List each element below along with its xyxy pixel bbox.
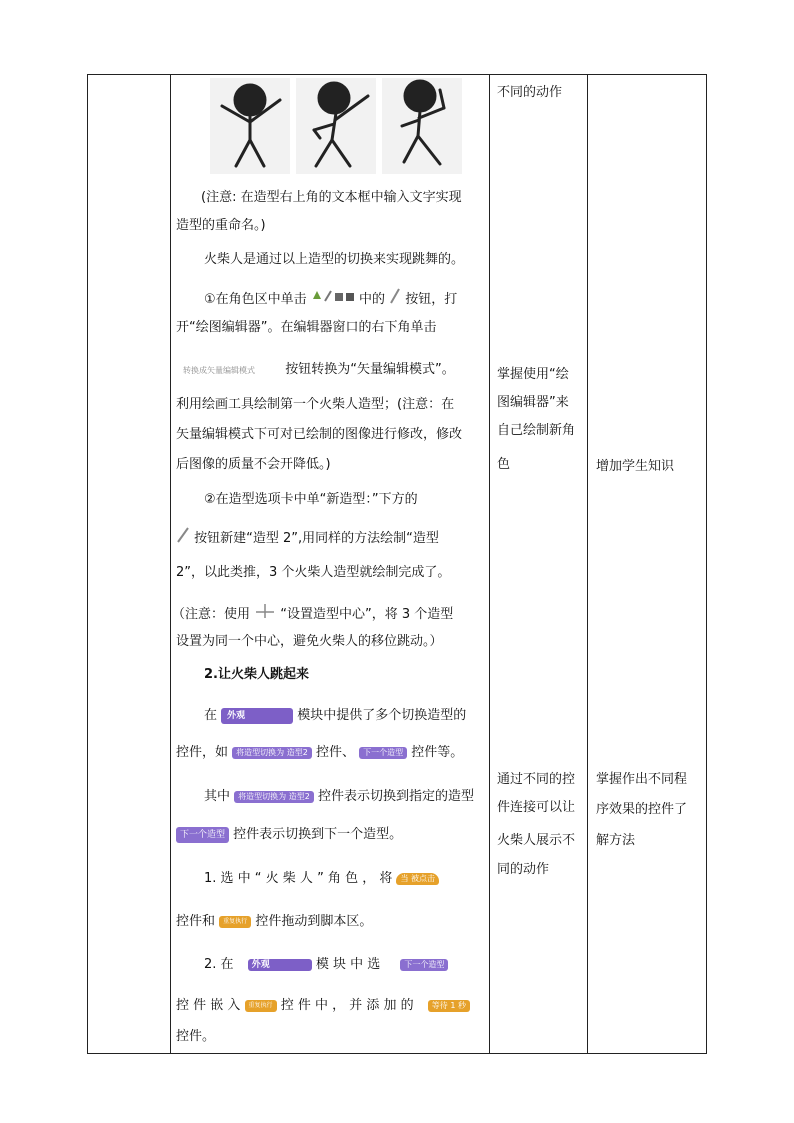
crosshair-icon [254,603,276,626]
col3-r2-line: 色 [497,457,511,472]
body-text: 控件等。 [411,745,464,760]
body-text: 模 块 中 选 [315,957,381,972]
body-line: 开“绘图编辑器”。在编辑器窗口的右下角单击 [176,320,437,335]
vector-mode-button: 转换成矢量编辑模式 [183,366,255,375]
body-text: 控件表示切换到下一个造型。 [233,827,403,842]
body-line: 火柴人是通过以上造型的切换来实现跳舞的。 [204,252,465,267]
body-line: 后图像的质量不会开降低。) [176,457,331,472]
body-line [204,706,466,726]
body-text: 模块中提供了多个切换造型的 [297,708,467,723]
note-line: 设置为同一个中心，避免火柴人的移位跳动。） [176,634,443,649]
body-line [176,825,402,845]
body-text: 控件拖动到脚本区。 [255,914,373,929]
forever-block: 重复执行 [245,1000,277,1012]
body-text: 按钮新建“造型 2”,用同样的方法绘制“造型 [194,531,439,546]
next-costume-block: 下一个造型 [359,747,407,759]
body-text: 2. 在 [204,957,234,972]
body-line [176,996,470,1016]
step2-line: ②在造型选项卡中单“新造型：”下方的 [204,492,418,507]
body-text: 在 [204,708,218,723]
body-line [176,743,463,763]
col3-r2-line: 图编辑器”来 [497,395,569,410]
looks-category-block: 外观 [248,959,312,971]
body-line [183,360,455,381]
sprite-tools-icon [311,289,355,310]
brush-icon [176,526,190,551]
note-line [172,603,453,626]
body-text: 1. 选 中 “ 火 柴 人 ” 角 色 ， 将 [204,871,393,886]
note-line: 造型的重命名。) [176,218,266,233]
body-line [204,787,474,807]
step1-line [204,287,457,312]
looks-category-block: 外观 [221,708,293,724]
col3-r3-line: 同的动作 [497,862,550,877]
column-divider [170,75,171,1053]
step1-text: ①在角色区中单击 [204,292,307,307]
body-text: 控 件 中 ， 并 添 加 的 [280,998,414,1013]
body-text: 控件、 [315,745,355,760]
body-text: 控件和 [176,914,216,929]
col4-r3-line: 解方法 [596,833,636,848]
col3-r1-text: 不同的动作 [497,85,563,100]
body-text: 控件表示切换到指定的造型 [317,789,474,804]
col4-r2-text: 增加学生知识 [596,459,675,474]
brush-icon [389,287,401,312]
wait-seconds-block: 等待 1 秒 [428,1000,470,1012]
body-line: 利用绘画工具绘制第一个火柴人造型；(注意：在 [176,397,455,412]
body-line: 控件。 [176,1029,216,1044]
body-line [176,526,439,551]
body-text: 控件，如 [176,745,229,760]
next-costume-block: 下一个造型 [400,959,448,971]
section-heading: 2.让火柴人跳起来 [204,667,309,682]
when-flag-clicked-block: 当 被点击 [396,873,439,885]
col3-r2-line: 自己绘制新角 [497,423,576,438]
body-text: 控 件 嵌 入 [176,998,241,1013]
note-line: (注意: 在造型右上角的文本框中输入文字实现 [201,190,462,205]
col3-r3-line: 火柴人展示不 [497,833,576,848]
body-line [176,912,372,932]
col3-r3-line: 通过不同的控 [497,772,576,787]
switch-costume-block: 将造型切换为 造型2 [232,747,312,759]
body-line: 2”，以此类推，3 个火柴人造型就绘制完成了。 [176,565,451,580]
next-costume-block: 下一个造型 [176,827,229,843]
body-line [204,869,439,889]
column-divider [587,75,588,1053]
body-line [204,955,448,975]
col3-r3-line: 件连接可以让 [497,800,576,815]
column-divider [489,75,490,1053]
body-text: 按钮转换为“矢量编辑模式”。 [285,362,455,377]
switch-costume-block: 将造型切换为 造型2 [234,791,314,803]
note-text: （注意：使用 [172,607,251,622]
forever-block: 重复执行 [219,916,251,928]
body-text: 其中 [204,789,231,804]
col3-r2-line: 掌握使用“绘 [497,367,569,382]
step1-text: 按钮，打 [405,292,458,307]
stick-figures-image [208,78,462,174]
note-text: “设置造型中心”，将 3 个造型 [280,607,454,622]
body-line: 矢量编辑模式下可对已绘制的图像进行修改，修改 [176,427,463,442]
col4-r3-line: 序效果的控件了 [596,802,688,817]
step1-text: 中的 [358,292,385,307]
col4-r3-line: 掌握作出不同程 [596,772,688,787]
